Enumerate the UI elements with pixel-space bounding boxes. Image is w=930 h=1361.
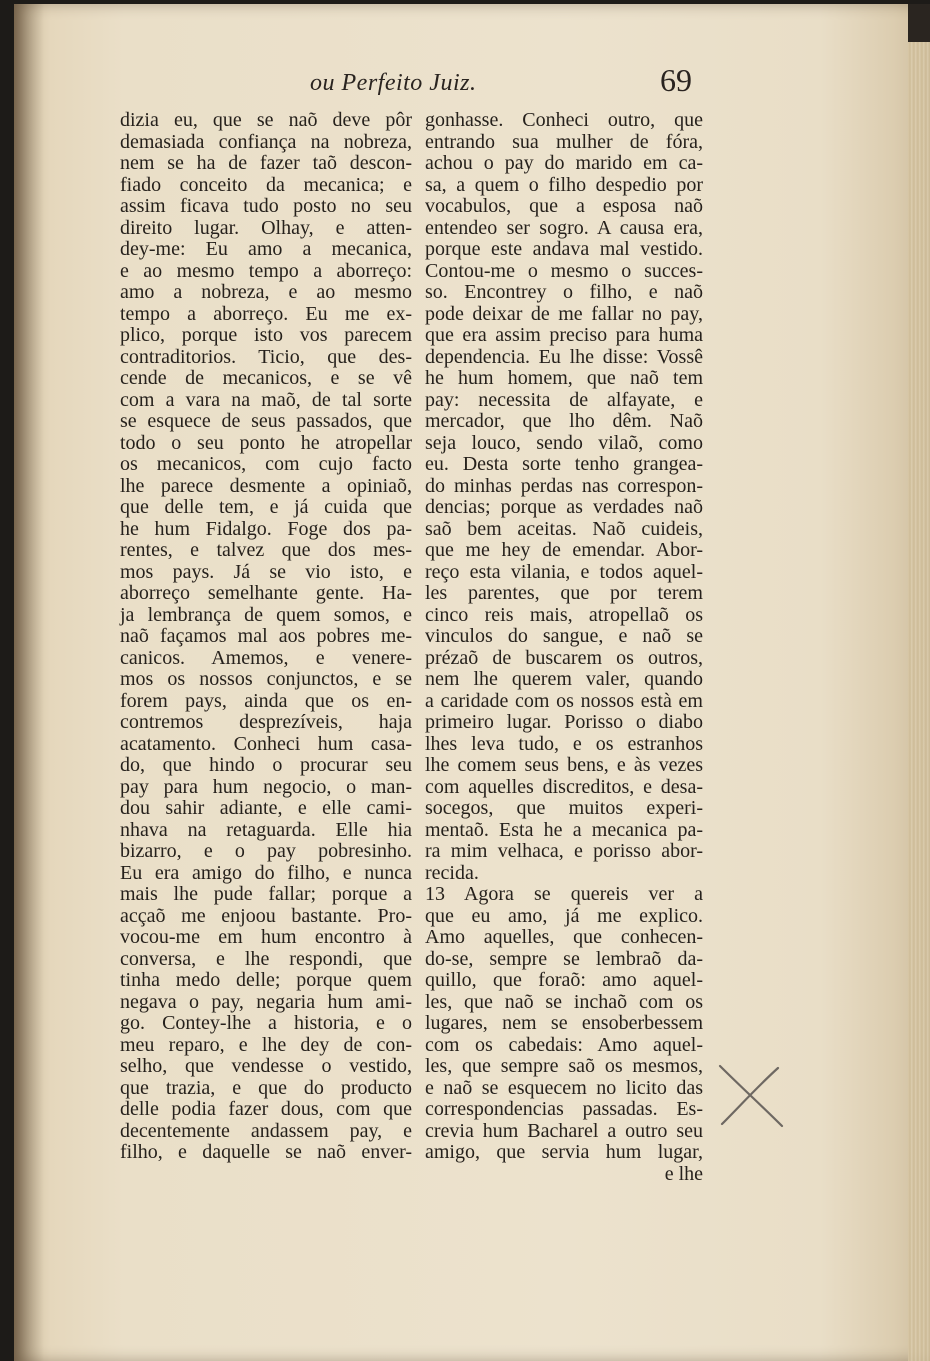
text-line: filho, e daquelle se naõ enver-: [120, 1141, 412, 1163]
text-line: go. Contey-lhe a historia, e o: [120, 1012, 412, 1034]
text-line: assim ficava tudo posto no seu: [120, 195, 412, 217]
running-title: ou Perfeito Juiz.: [310, 70, 477, 96]
text-line: Eu era amigo do filho, e nunca: [120, 861, 412, 884]
text-line: mentaõ. Esta he a mecanica pa-: [425, 818, 703, 841]
text-line: saõ bem aceitas. Naõ cuideis,: [425, 517, 703, 540]
text-line: cinco reis mais, atropellaõ os: [425, 603, 703, 626]
text-line: mos pays. Já se vio isto, e: [120, 560, 412, 583]
text-line: bizarro, e o pay pobresinho.: [120, 840, 412, 862]
text-line: demasiada confiança na nobreza,: [120, 130, 412, 153]
text-line: com a vara na maõ, de tal sorte: [120, 388, 412, 411]
text-line: achou o pay do marido em ca-: [425, 152, 703, 174]
text-line: lhes leva tudo, e os estranhos: [425, 732, 703, 755]
text-line: entrando sua mulher de fóra,: [425, 130, 703, 153]
text-line: nhava na retaguarda. Elle hia: [120, 818, 412, 841]
text-line: dependencia. Eu lhe disse: Vossê: [425, 345, 703, 368]
text-line: e naõ se esquecem no licito das: [425, 1076, 703, 1099]
text-line: conversa, e lhe respondi, que: [120, 947, 412, 970]
text-line: lhe comem seus bens, e às vezes: [425, 754, 703, 776]
text-line: nem se ha de fazer taõ descon-: [120, 152, 412, 174]
text-line: plico, porque isto vos parecem: [120, 324, 412, 346]
text-line: selho, que vendesse o vestido,: [120, 1055, 412, 1077]
handwritten-x-mark-icon: [712, 1060, 792, 1130]
text-line: les parentes, que por terem: [425, 582, 703, 604]
text-line: do, que hindo o procurar seu: [120, 754, 412, 776]
text-line: entendeo ser sogro. A causa era,: [425, 216, 703, 239]
text-line: quillo, que foraõ: amo aquel-: [425, 969, 703, 991]
text-line: 13 Agora se quereis ver a: [425, 883, 703, 905]
page-number: 69: [660, 62, 692, 98]
text-line: a caridade com os nossos està em: [425, 689, 703, 712]
text-line: negava o pay, negaria hum ami-: [120, 990, 412, 1013]
text-line: acçaõ me enjoou bastante. Pro-: [120, 904, 412, 927]
text-line: tinha medo delle; porque quem: [120, 969, 412, 991]
text-line: vinculos do sangue, e naõ se: [425, 625, 703, 647]
text-line: acatamento. Conheci hum casa-: [120, 732, 412, 755]
text-line: amigo, que servia hum lugar,: [425, 1141, 703, 1163]
text-line: sa, a quem o filho despedio por: [425, 173, 703, 196]
page-edge: [908, 4, 930, 1361]
text-line: gonhasse. Conheci outro, que: [425, 109, 703, 131]
text-line: com aquelles discreditos, e desa-: [425, 775, 703, 798]
left-text-column: [120, 110, 412, 1164]
text-line: canicos. Amemos, e venere-: [120, 646, 412, 669]
text-line: lhe parece desmente a opiniaõ,: [120, 474, 412, 497]
text-line: e ao mesmo tempo a aborreço:: [120, 259, 412, 282]
text-line: que eu amo, já me explico.: [425, 904, 703, 927]
text-line: seja louco, sendo vilaõ, como: [425, 431, 703, 454]
text-line: porque este andava mal vestido.: [425, 238, 703, 260]
binding-gutter: [14, 4, 44, 1361]
text-line: ra mim velhaca, e porisso abor-: [425, 840, 703, 862]
text-line: decentemente andassem pay, e: [120, 1119, 412, 1142]
text-line: que trazia, e que do producto: [120, 1076, 412, 1099]
text-line: prézaõ de buscarem os outros,: [425, 646, 703, 669]
text-line: reço esta vilania, e todos aquel-: [425, 560, 703, 583]
text-line: crevia hum Bacharel a outro seu: [425, 1119, 703, 1142]
text-line: primeiro lugar. Porisso o diabo: [425, 711, 703, 733]
text-line: que me hey de emendar. Abor-: [425, 539, 703, 561]
text-line: contremos desprezíveis, haja: [120, 711, 412, 733]
text-line: pay: necessita de alfayate, e: [425, 388, 703, 411]
text-line: e lhe: [664, 1162, 703, 1185]
text-line: mais lhe pude fallar; porque a: [120, 883, 412, 905]
text-line: cende de mecanicos, e se vê: [120, 367, 412, 389]
text-line: delle podia fazer dous, com que: [120, 1098, 412, 1120]
text-line: Contou-me o mesmo o succes-: [425, 259, 703, 282]
text-line: eu. Desta sorte tenho grangea-: [425, 453, 703, 475]
text-line: que delle tem, e já cuida que: [120, 496, 412, 518]
text-line: dizia eu, que se naõ deve pôr: [120, 109, 412, 131]
text-line: os mecanicos, com cujo facto: [120, 453, 412, 475]
text-line: mos os nossos conjunctos, e se: [120, 668, 412, 690]
text-line: les, que naõ se inchaõ com os: [425, 990, 703, 1013]
text-line: lugares, nem se ensoberbessem: [425, 1012, 703, 1034]
text-line: dey-me: Eu amo a mecanica,: [120, 238, 412, 260]
text-line: naõ façamos mal aos pobres me-: [120, 625, 412, 647]
text-line: que era assim preciso para huma: [425, 324, 703, 346]
right-text-column: [425, 110, 703, 1185]
corner-shadow: [908, 4, 930, 42]
text-line: vocou-me em hum encontro à: [120, 926, 412, 948]
text-line: nem lhe querem valer, quando: [425, 668, 703, 690]
text-line: pay para hum negocio, o man-: [120, 775, 412, 798]
text-line: dou sahir adiante, e elle cami-: [120, 797, 412, 819]
text-line: he hum Fidalgo. Foge dos pa-: [120, 517, 412, 540]
text-line: recida.: [425, 861, 479, 884]
text-line: fiado conceito da mecanica; e: [120, 173, 412, 196]
text-line: se esquece de seus passados, que: [120, 410, 412, 432]
text-line: ja lembrança de quem somos, e: [120, 603, 412, 626]
text-line: contraditorios. Ticio, que des-: [120, 345, 412, 368]
text-line: rentes, e talvez que dos mes-: [120, 539, 412, 561]
text-line: vocabulos, que a esposa naõ: [425, 195, 703, 217]
text-line: Amo aquelles, que conhecen-: [425, 926, 703, 948]
text-line: do-se, sempre se lembraõ da-: [425, 947, 703, 970]
text-line: com os cabedais: Amo aquel-: [425, 1033, 703, 1056]
text-line: socegos, que muitos experi-: [425, 797, 703, 819]
text-line: aborreço semelhante gente. Ha-: [120, 582, 412, 604]
text-line: so. Encontrey o filho, e naõ: [425, 281, 703, 303]
text-line: meu reparo, e lhe dey de con-: [120, 1033, 412, 1056]
text-line: pode deixar de me fallar no pay,: [425, 302, 703, 325]
text-line: he hum homem, que naõ tem: [425, 367, 703, 389]
text-line: do minhas perdas nas correspon-: [425, 474, 703, 497]
text-line: tempo a aborreço. Eu me ex-: [120, 302, 412, 325]
text-line: correspondencias passadas. Es-: [425, 1098, 703, 1120]
text-line: mercador, que lho dêm. Naõ: [425, 410, 703, 432]
text-line: todo o seu ponto he atropellar: [120, 431, 412, 454]
text-line: forem pays, ainda que os en-: [120, 689, 412, 712]
text-line: les, que sempre saõ os mesmos,: [425, 1055, 703, 1077]
text-line: direito lugar. Olhay, e atten-: [120, 216, 412, 239]
text-line: dencias; porque as verdades naõ: [425, 496, 703, 518]
text-line: amo a nobreza, e ao mesmo: [120, 281, 412, 303]
